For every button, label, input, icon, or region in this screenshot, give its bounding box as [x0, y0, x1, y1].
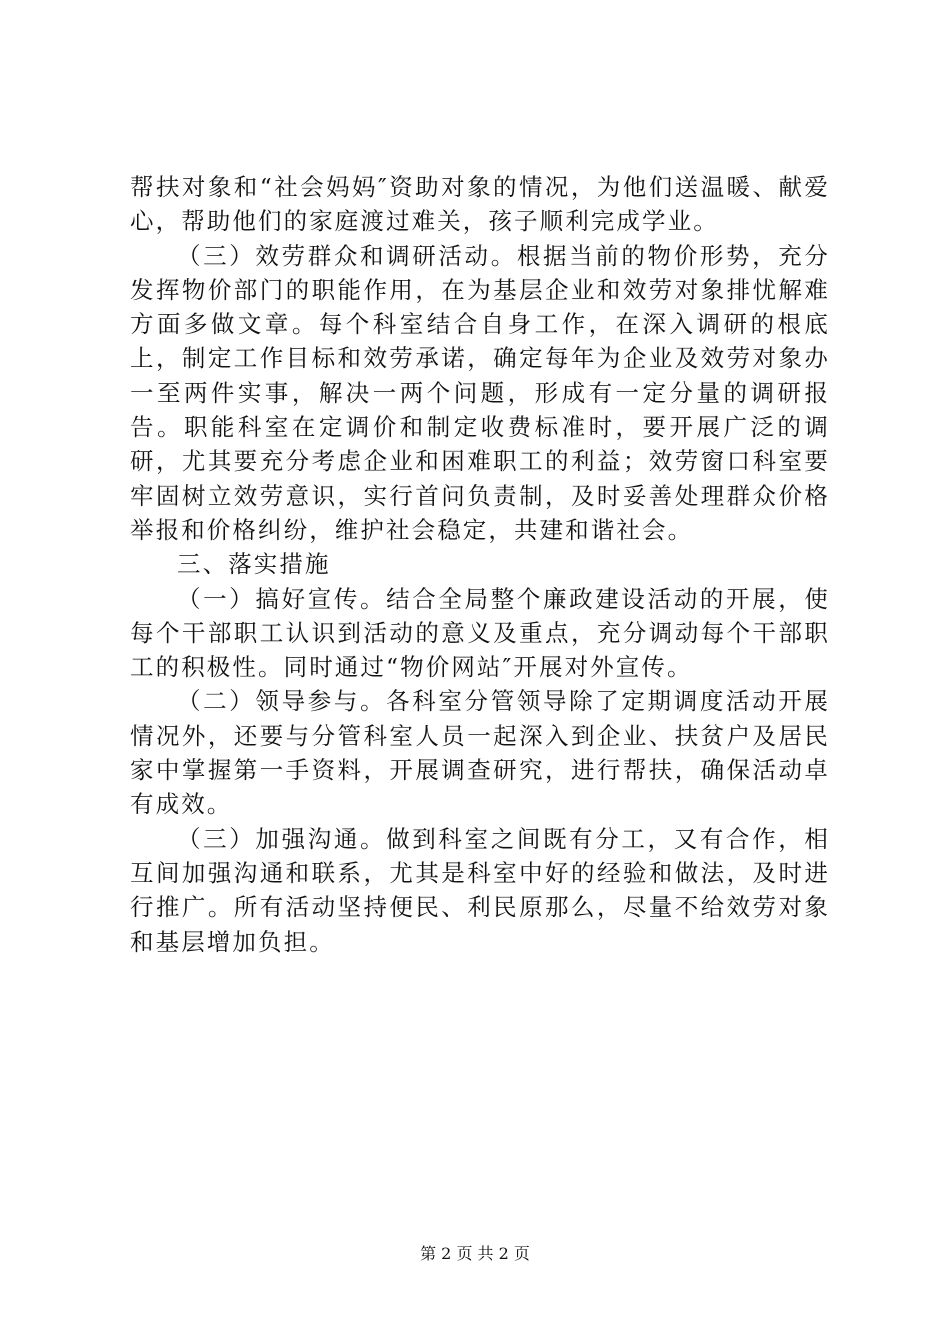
paragraph-communication: （三）加强沟通。做到科室之间既有分工，又有合作，相互间加强沟通和联系，尤其是科室中好的经验和做法，及时进行推广。所有活动坚持便民、利民原那么，尽量不给效劳对象和基层增加负担。 — [130, 824, 830, 956]
paragraph-continuation: 帮扶对象和“社会妈妈″资助对象的情况，为他们送温暖、献爱心，帮助他们的家庭渡过难关，孩子顺利完成学业。 — [130, 173, 830, 236]
paragraph-service-and-research: （三）效劳群众和调研活动。根据当前的物价形势，充分发挥物价部门的职能作用，在为基层企业和效劳对象排忧解难方面多做文章。每个科室结合自身工作，在深入调研的根底上，制定工作目标和效劳承诺，确定每年为企业及效劳对象办一至两件实事，解决一两个问题，形成有一定分量的调研报告。职能科室在定调价和制定收费标准时，要开展广泛的调研，尤其要充分考虑企业和困难职工的利益；效劳窗口科室要牢固树立效劳意识，实行首问负责制，及时妥善处理群众价格举报和价格纠纷，维护社会稳定，共建和谐社会。 — [130, 241, 830, 544]
page-number-footer: 第 2 页 共 2 页 — [420, 1244, 530, 1263]
section-heading-measures: 三、落实措施 — [177, 550, 331, 579]
document-body — [130, 170, 830, 959]
paragraph-leadership: （二）领导参与。各科室分管领导除了定期调度活动开展情况外，还要与分管科室人员一起深入到企业、扶贫户及居民家中掌握第一手资料，开展调查研究，进行帮扶，确保活动卓有成效。 — [130, 687, 830, 819]
paragraph-publicity: （一）搞好宣传。结合全局整个廉政建设活动的开展，使每个干部职工认识到活动的意义及重点，充分调动每个干部职工的积极性。同时通过“物价网站″开展对外宣传。 — [130, 584, 830, 682]
